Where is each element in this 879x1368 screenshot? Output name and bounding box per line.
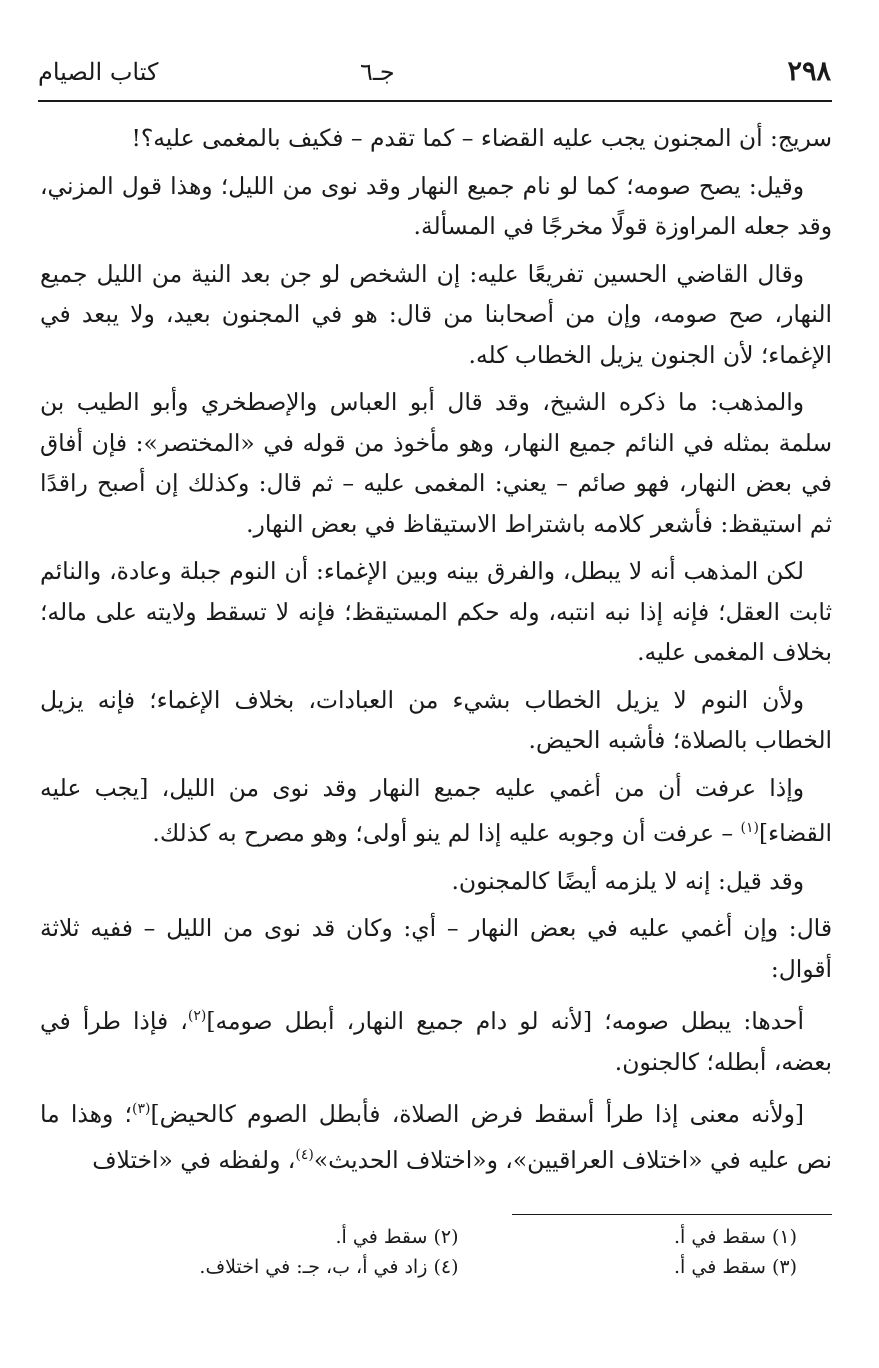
paragraph [40, 166, 832, 247]
paragraph-text: ؛ وهذا ما نص عليه في «اختلاف العراقيين»، و«اختلاف الحديث» [40, 1100, 832, 1174]
paragraph-text: وقال القاضي الحسين تفريعًا عليه: إن الشخص لو جن بعد النية من الليل جميع النهار، صح صومه، وإن من أصحابنا من قال: هو في المجنون بعيد، ولا يبعد في الإغماء؛ لأن الجنون يزيل الخطاب كله. [40, 259, 832, 369]
paragraph-text: والمذهب: ما ذكره الشيخ، وقد قال أبو العباس والإصطخري وأبو الطيب بن سلمة بمثله في النائم جميع النهار، وهو مأخوذ من قوله في «المختصر»: فإن أفاق في بعض النهار، فهو صائم – يعني: المغمى عليه – ثم قال: وكذلك إن أصبح راقدًا ثم استيقظ: فأشعر كلامه باشتراط الاستيقاظ في بعض النهار. [40, 388, 832, 538]
footnote-text: سقط في أ. [674, 1256, 766, 1278]
paragraph-text: [ولأنه معنى إذا طرأ أسقط فرض الصلاة، فأبطل الصوم كالحيض] [150, 1100, 804, 1128]
paragraph [40, 382, 832, 544]
footnote [459, 1222, 798, 1252]
footnote-number: (١) [771, 1226, 797, 1248]
header-rule [38, 100, 832, 102]
paragraph-text: سريج: أن المجنون يجب عليه القضاء – كما تقدم – فكيف بالمغمى عليه؟! [131, 124, 832, 152]
footnote-number: (٢) [433, 1226, 459, 1248]
paragraph [40, 1089, 832, 1180]
paragraph [40, 996, 832, 1082]
footnote-marker: (٢) [187, 1008, 207, 1024]
paragraph [40, 680, 832, 761]
footnote [120, 1252, 459, 1282]
footnote-marker: (٣) [132, 1101, 151, 1117]
running-header [38, 52, 831, 96]
paragraph [40, 908, 832, 989]
footnote-text: سقط في أ. [335, 1226, 428, 1248]
paragraph-text: وقيل: يصح صومه؛ كما لو نام جميع النهار وقد نوى من الليل؛ وهذا قول المزني، وقد جعله المراوزة قولًا مخرجًا في المسألة. [40, 171, 832, 240]
paragraph [40, 551, 832, 673]
footnote-marker: (٤) [295, 1146, 314, 1163]
paragraph-text: قال: وإن أغمي عليه في بعض النهار – أي: وكان قد نوى من الليل – ففيه ثلاثة أقوال: [40, 914, 832, 983]
paragraph-text: أحدها: يبطل صومه؛ [لأنه لو دام جميع النهار، أبطل صومه] [206, 1007, 804, 1035]
paragraph [40, 861, 832, 902]
footnote-text: زاد في أ، ب، جـ: في اختلاف. [199, 1256, 428, 1278]
book-title: كتاب الصيام [38, 58, 159, 86]
paragraph-text: وقد قيل: إنه لا يلزمه أيضًا كالمجنون. [451, 866, 804, 895]
paragraph-text: ، ولفظه في «اختلاف [92, 1145, 296, 1174]
paragraph-text: ، فإذا طرأ في بعضه، أبطله؛ كالجنون. [40, 1007, 832, 1076]
footnote-rule [512, 1214, 832, 1215]
paragraph [40, 118, 832, 159]
footnote [120, 1222, 459, 1252]
footnote-text: سقط في أ. [674, 1226, 766, 1248]
footnote-marker: (١) [740, 820, 759, 836]
volume-label: جـ٦ [360, 58, 395, 86]
paragraph-text: ولأن النوم لا يزيل الخطاب بشيء من العبادات، بخلاف الإغماء؛ فإنه يزيل الخطاب بالصلاة؛ فأشبه الحيض. [40, 685, 832, 754]
paragraph [40, 254, 832, 376]
footnote-row [120, 1252, 797, 1282]
footnote-row [120, 1222, 797, 1252]
paragraph-text: لكن المذهب أنه لا يبطل، والفرق بينه وبين الإغماء: أن النوم جبلة وعادة، والنائم ثابت العقل؛ فإنه إذا نبه انتبه، وله حكم المستيقظ؛ فإنه لا تسقط ولايته على ماله؛ بخلاف المغمى عليه. [40, 557, 832, 666]
paragraph [40, 768, 832, 854]
page-number: ٢٩٨ [787, 56, 831, 87]
paragraph-text: – عرفت أن وجوبه عليه إذا لم ينو أولى؛ وهو مصرح به كذلك. [152, 819, 741, 847]
footnotes [120, 1222, 797, 1282]
footnote [459, 1252, 798, 1282]
main-text [40, 118, 832, 1187]
footnote-number: (٣) [771, 1256, 797, 1278]
paragraph-text: وإذا عرفت أن من أغمي عليه جميع النهار وقد نوى من الليل، [يجب عليه القضاء] [40, 773, 832, 847]
footnote-number: (٤) [433, 1256, 459, 1278]
